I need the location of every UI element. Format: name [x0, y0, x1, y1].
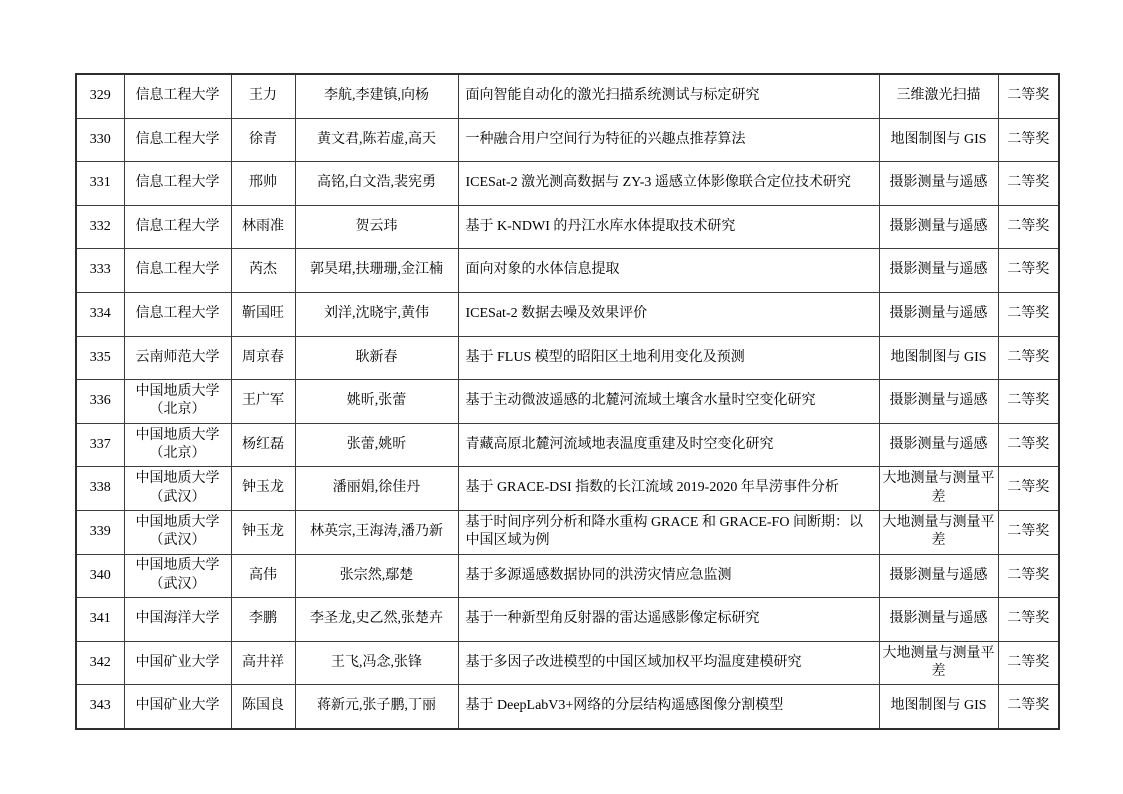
cell-leader: 杨红磊	[231, 423, 295, 467]
cell-university: 中国海洋大学	[124, 598, 231, 642]
table-row	[76, 74, 1059, 118]
cell-coauthors: 刘洋,沈晓宇,黄伟	[295, 292, 458, 336]
cell-coauthors: 李圣龙,史乙然,张楚卉	[295, 598, 458, 642]
cell-title: 基于主动微波遥感的北麓河流域土壤含水量时空变化研究	[458, 380, 879, 424]
table-row	[76, 598, 1059, 642]
cell-university: 中国矿业大学	[124, 685, 231, 729]
cell-award: 二等奖	[998, 118, 1059, 162]
cell-coauthors: 李航,李建镇,向杨	[295, 74, 458, 118]
cell-category: 大地测量与测量平差	[879, 510, 998, 554]
cell-award: 二等奖	[998, 598, 1059, 642]
cell-award: 二等奖	[998, 249, 1059, 293]
cell-no: 343	[76, 685, 124, 729]
table-row	[76, 118, 1059, 162]
cell-title: 基于 GRACE-DSI 指数的长江流域 2019-2020 年旱涝事件分析	[458, 467, 879, 511]
cell-title: 基于 K-NDWI 的丹江水库水体提取技术研究	[458, 205, 879, 249]
cell-leader: 高伟	[231, 554, 295, 598]
cell-coauthors: 张蕾,姚昕	[295, 423, 458, 467]
cell-no: 332	[76, 205, 124, 249]
cell-coauthors: 黄文君,陈若虚,高天	[295, 118, 458, 162]
cell-coauthors: 郭昊珺,扶珊珊,金江楠	[295, 249, 458, 293]
cell-university: 信息工程大学	[124, 249, 231, 293]
cell-title: 面向对象的水体信息提取	[458, 249, 879, 293]
cell-award: 二等奖	[998, 162, 1059, 206]
cell-title: 基于 FLUS 模型的昭阳区土地利用变化及预测	[458, 336, 879, 380]
table-row	[76, 380, 1059, 424]
table-row	[76, 205, 1059, 249]
cell-category: 地图制图与 GIS	[879, 336, 998, 380]
cell-leader: 钟玉龙	[231, 510, 295, 554]
cell-leader: 邢帅	[231, 162, 295, 206]
cell-university: 中国地质大学（武汉）	[124, 467, 231, 511]
table-row	[76, 292, 1059, 336]
cell-leader: 林雨准	[231, 205, 295, 249]
cell-title: 面向智能自动化的激光扫描系统测试与标定研究	[458, 74, 879, 118]
table-row	[76, 510, 1059, 554]
cell-leader: 王力	[231, 74, 295, 118]
cell-university: 中国地质大学（武汉）	[124, 510, 231, 554]
cell-leader: 李鹏	[231, 598, 295, 642]
cell-no: 334	[76, 292, 124, 336]
cell-no: 335	[76, 336, 124, 380]
cell-award: 二等奖	[998, 554, 1059, 598]
cell-university: 中国矿业大学	[124, 641, 231, 685]
cell-title: 一种融合用户空间行为特征的兴趣点推荐算法	[458, 118, 879, 162]
cell-award: 二等奖	[998, 292, 1059, 336]
cell-coauthors: 林英宗,王海涛,潘乃新	[295, 510, 458, 554]
cell-category: 地图制图与 GIS	[879, 685, 998, 729]
table-row	[76, 554, 1059, 598]
cell-category: 大地测量与测量平差	[879, 641, 998, 685]
cell-award: 二等奖	[998, 423, 1059, 467]
cell-coauthors: 贺云玮	[295, 205, 458, 249]
cell-category: 大地测量与测量平差	[879, 467, 998, 511]
cell-leader: 陈国良	[231, 685, 295, 729]
cell-university: 信息工程大学	[124, 162, 231, 206]
cell-coauthors: 王飞,冯念,张锋	[295, 641, 458, 685]
cell-no: 340	[76, 554, 124, 598]
table-row	[76, 685, 1059, 729]
cell-category: 摄影测量与遥感	[879, 205, 998, 249]
cell-title: ICESat-2 数据去噪及效果评价	[458, 292, 879, 336]
cell-category: 摄影测量与遥感	[879, 598, 998, 642]
cell-title: 基于一种新型角反射器的雷达遥感影像定标研究	[458, 598, 879, 642]
cell-category: 摄影测量与遥感	[879, 162, 998, 206]
cell-category: 摄影测量与遥感	[879, 554, 998, 598]
cell-award: 二等奖	[998, 74, 1059, 118]
cell-no: 330	[76, 118, 124, 162]
cell-leader: 芮杰	[231, 249, 295, 293]
cell-category: 摄影测量与遥感	[879, 423, 998, 467]
cell-coauthors: 潘丽娟,徐佳丹	[295, 467, 458, 511]
cell-coauthors: 高铭,白文浩,裴宪勇	[295, 162, 458, 206]
cell-leader: 周京春	[231, 336, 295, 380]
cell-coauthors: 张宗然,鄢楚	[295, 554, 458, 598]
cell-award: 二等奖	[998, 336, 1059, 380]
table-row	[76, 249, 1059, 293]
cell-no: 336	[76, 380, 124, 424]
cell-leader: 徐青	[231, 118, 295, 162]
cell-award: 二等奖	[998, 685, 1059, 729]
cell-no: 339	[76, 510, 124, 554]
table-row	[76, 423, 1059, 467]
cell-no: 341	[76, 598, 124, 642]
cell-university: 中国地质大学（北京）	[124, 423, 231, 467]
cell-category: 地图制图与 GIS	[879, 118, 998, 162]
cell-no: 342	[76, 641, 124, 685]
table-row	[76, 467, 1059, 511]
cell-coauthors: 蒋新元,张子鹏,丁丽	[295, 685, 458, 729]
cell-title: 基于多源遥感数据协同的洪涝灾情应急监测	[458, 554, 879, 598]
cell-award: 二等奖	[998, 641, 1059, 685]
table-row	[76, 162, 1059, 206]
table-row	[76, 336, 1059, 380]
cell-no: 337	[76, 423, 124, 467]
cell-leader: 钟玉龙	[231, 467, 295, 511]
cell-category: 三维激光扫描	[879, 74, 998, 118]
cell-award: 二等奖	[998, 380, 1059, 424]
cell-university: 信息工程大学	[124, 118, 231, 162]
cell-no: 331	[76, 162, 124, 206]
cell-university: 中国地质大学（武汉）	[124, 554, 231, 598]
awards-table-body	[76, 74, 1059, 729]
cell-category: 摄影测量与遥感	[879, 249, 998, 293]
cell-category: 摄影测量与遥感	[879, 380, 998, 424]
cell-title: 基于多因子改进模型的中国区域加权平均温度建模研究	[458, 641, 879, 685]
cell-university: 信息工程大学	[124, 292, 231, 336]
cell-university: 中国地质大学（北京）	[124, 380, 231, 424]
cell-title: 青藏高原北麓河流域地表温度重建及时空变化研究	[458, 423, 879, 467]
cell-title: 基于时间序列分析和降水重构 GRACE 和 GRACE-FO 间断期：以中国区域为例	[458, 510, 879, 554]
cell-university: 信息工程大学	[124, 205, 231, 249]
cell-leader: 王广军	[231, 380, 295, 424]
cell-university: 信息工程大学	[124, 74, 231, 118]
cell-leader: 靳国旺	[231, 292, 295, 336]
awards-table	[75, 73, 1060, 730]
cell-category: 摄影测量与遥感	[879, 292, 998, 336]
cell-title: 基于 DeepLabV3+网络的分层结构遥感图像分割模型	[458, 685, 879, 729]
cell-no: 333	[76, 249, 124, 293]
cell-no: 338	[76, 467, 124, 511]
cell-award: 二等奖	[998, 510, 1059, 554]
cell-leader: 高井祥	[231, 641, 295, 685]
cell-award: 二等奖	[998, 205, 1059, 249]
cell-award: 二等奖	[998, 467, 1059, 511]
cell-title: ICESat-2 激光测高数据与 ZY-3 遥感立体影像联合定位技术研究	[458, 162, 879, 206]
table-row	[76, 641, 1059, 685]
cell-coauthors: 姚昕,张蕾	[295, 380, 458, 424]
cell-university: 云南师范大学	[124, 336, 231, 380]
cell-no: 329	[76, 74, 124, 118]
cell-coauthors: 耿新春	[295, 336, 458, 380]
